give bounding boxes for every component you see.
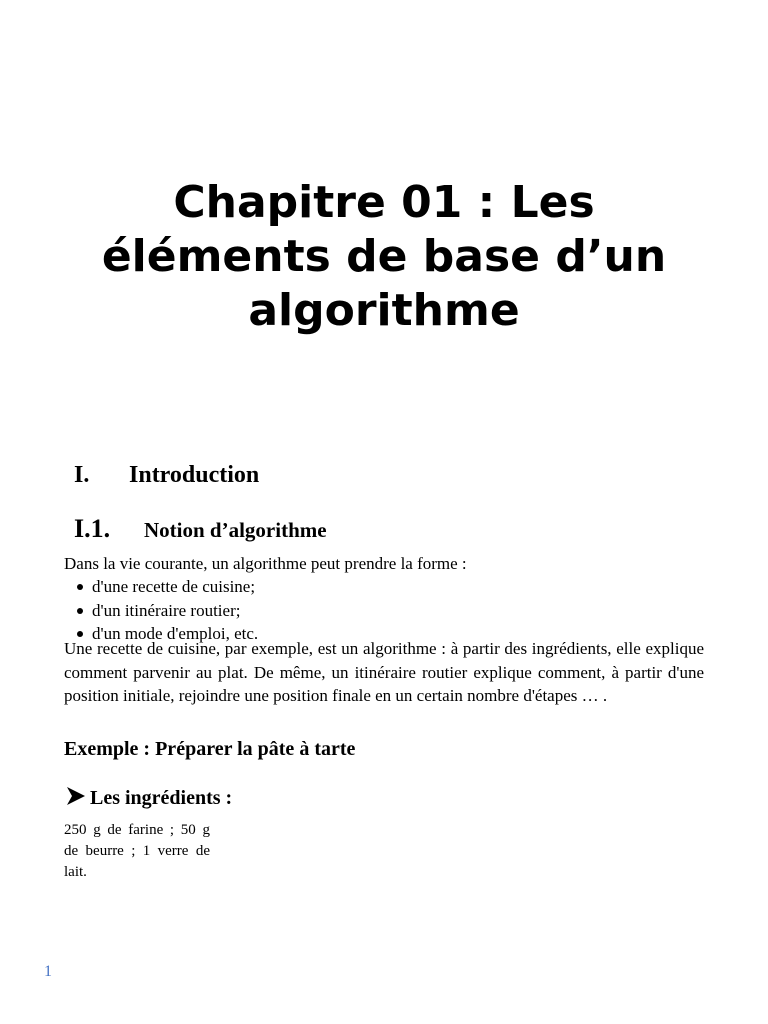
chapter-title-line-1: Chapitre 01 : Les [173,177,595,228]
bullet-list [74,575,258,646]
bullet-dot-icon [77,608,83,614]
intro-line: Dans la vie courante, un algorithme peut prendre la forme : [64,554,467,573]
list-item [74,575,258,599]
subsection-number: I.1. [74,514,111,543]
chapter-title-line-3: algorithme [248,285,520,336]
section-number: I. [74,462,90,488]
subsection-heading-notion [74,514,327,544]
section-heading-introduction [74,460,259,490]
list-item-text: d'une recette de cuisine; [92,577,256,596]
list-item [74,599,258,623]
body-paragraph: Une recette de cuisine, par exemple, est un algorithme : à partir des ingrédients, elle explique comment parvenir au plat. De même, un itinéraire routier explique comment, à partir d'une position initiale, rejoindre une position finale en un certain nombre d'étapes … . [64,639,704,705]
section-title: Introduction [129,462,260,488]
list-item-text: d'un mode d'emploi, etc. [92,624,259,643]
arrow-bullet-icon [66,786,86,806]
page-number: 1 [44,963,52,980]
chapter-title [40,176,728,338]
ingredients-heading [66,784,232,812]
subsection-title: Notion d’algorithme [144,518,327,542]
bullet-dot-icon [77,584,83,590]
ingredients-heading-text: Les ingrédients : [90,787,233,809]
ingredients-text: 250 g de farine ; 50 g de beurre ; 1 verre de lait. [64,822,210,880]
example-heading: Exemple : Préparer la pâte à tarte [64,738,356,760]
list-item-text: d'un itinéraire routier; [92,600,241,620]
chapter-title-line-2: éléments de base d’un [101,231,667,282]
